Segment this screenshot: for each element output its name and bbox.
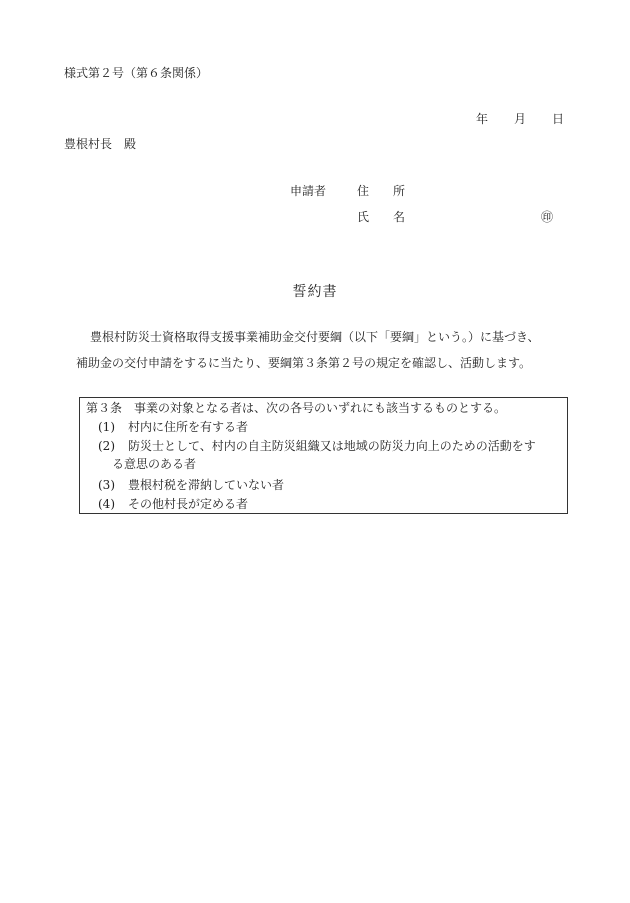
document-title: 誓約書 <box>292 284 338 300</box>
addressee: 豊根村長 殿 <box>64 137 137 151</box>
form-label: 様式第２号（第６条関係） <box>64 66 209 80</box>
body-line-2: 補助金の交付申請をするに当たり、要綱第３条第２号の規定を確認し、活動します。 <box>76 356 532 370</box>
seal-mark: ㊞ <box>541 210 554 224</box>
item-text: 豊根村税を滞納していない者 <box>128 478 285 492</box>
address-label-part2: 所 <box>393 184 406 198</box>
article-heading: 第３条 事業の対象となる者は、次の各号のいずれにも該当するものとする。 <box>86 401 507 415</box>
item-number: (3) <box>98 478 115 492</box>
item-number: (2) <box>98 439 115 453</box>
date-day-label: 日 <box>552 112 565 126</box>
date-year-label: 年 <box>476 112 489 126</box>
item-text-continuation: る意思のある者 <box>112 457 197 471</box>
address-label-part1: 住 <box>357 184 370 198</box>
item-text: 村内に住所を有する者 <box>128 420 249 434</box>
item-text: 防災士として、村内の自主防災組織又は地域の防災力向上のための活動をす <box>128 439 536 453</box>
date-month-label: 月 <box>514 112 527 126</box>
name-label-part2: 名 <box>393 210 406 224</box>
item-text: その他村長が定める者 <box>128 497 249 511</box>
item-number: (1) <box>98 420 115 434</box>
applicant-label: 申請者 <box>290 184 327 198</box>
item-number: (4) <box>98 497 115 511</box>
body-line-1: 豊根村防災士資格取得支援事業補助金交付要綱（以下「要綱」という。）に基づき、 <box>90 330 540 344</box>
article-excerpt-box <box>79 397 568 514</box>
name-label-part1: 氏 <box>357 210 370 224</box>
